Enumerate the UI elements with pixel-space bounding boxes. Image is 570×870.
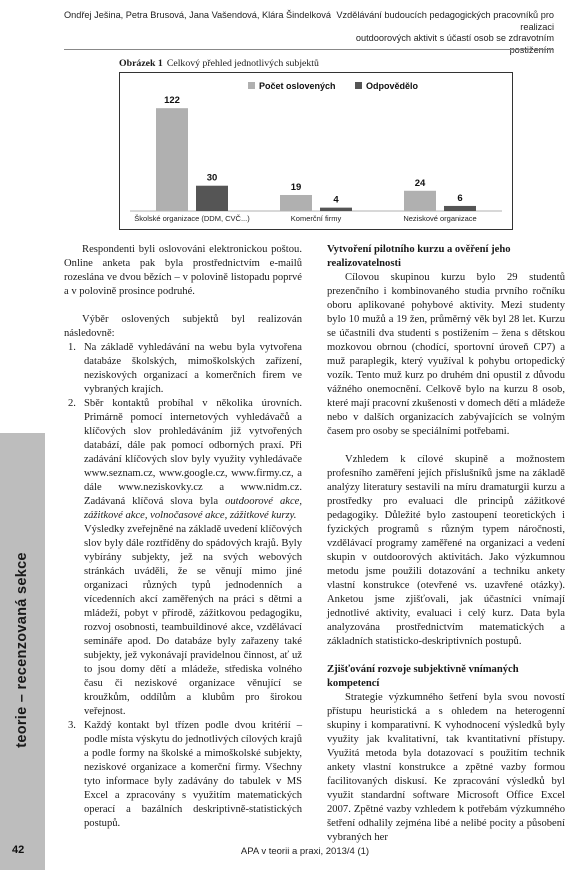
bar-value-label: 6 bbox=[457, 192, 463, 204]
bar bbox=[404, 191, 436, 211]
bar bbox=[444, 206, 476, 211]
list-item-text: Na základě vyhledávání na webu byla vytvořena databáze školských, mimoškolských zařízení, neziskových organizací a komerčních firem ve vybraných krajích. bbox=[84, 342, 302, 395]
paragraph-respondents: Respondenti byli oslovováni elektronickou poštou. Online anketa pak byla prostřednictvím e-mailů rozeslána ve dvou bězích – v polovině listopadu poprvé a v polovině prosince podruhé. bbox=[64, 244, 302, 297]
journal-footer: APA v teorii a praxi, 2013/4 (1) bbox=[240, 846, 370, 857]
list-item bbox=[64, 397, 302, 719]
paragraph-selection: Výběr oslovených subjektů byl realizován následovně: bbox=[64, 314, 302, 339]
bar-value-label: 30 bbox=[206, 172, 218, 184]
list-item-number: 2. bbox=[68, 398, 76, 409]
category-label: Komerční firmy bbox=[290, 214, 342, 223]
legend-swatch bbox=[355, 82, 362, 89]
section-heading-competences: Zjišťování rozvoje subjektivně vnímaných kompetencí bbox=[327, 664, 519, 689]
category-label: Školské organizace (DDM, CVČ...) bbox=[134, 214, 250, 223]
bar bbox=[196, 186, 228, 211]
bar bbox=[320, 208, 352, 211]
page-number: 42 bbox=[12, 844, 25, 856]
right-column bbox=[327, 243, 565, 845]
list-item-number: 3. bbox=[68, 720, 76, 731]
figure-label: Obrázek 1 bbox=[119, 58, 163, 69]
bar-value-label: 4 bbox=[333, 194, 339, 206]
bar-value-label: 122 bbox=[164, 95, 180, 107]
left-column bbox=[64, 243, 302, 831]
header-rule bbox=[64, 49, 554, 50]
bar bbox=[156, 108, 188, 211]
legend-swatch bbox=[248, 82, 255, 89]
paragraph-strategy: Strategie výzkumného šetření byla svou novostí přístupu heuristická a s ohledem na heterogenní skupiny i komparativní. K vyhodnocení výsledků byly využity jak kvalitativní, tak kvantitativní přístupy. Využitá metoda byla dotazovací s použitím technik ankety vlastní konstrukce a zpětné vazby formou facilitovaných diskusí. Ke zpracování výsledků byl využit standardní software Microsoft Office Excel 2007. Zpětné vazby vzhledem k potřebám výzkumného šetření odhalily zejména libé a nelibé pocity a působení vybraných her bbox=[327, 692, 565, 843]
section-label: teorie – recenzovaná sekce bbox=[14, 552, 30, 748]
list-item-text-continued: Výsledky zveřejněné na základě uvedení klíčových slov byly dále roztříděny do spádových krajů. Byly vybírány subjekty, jež na svých webových stránkách uváděli, že se věnují mimo jiné organizaci různých typů jednodenních a vícedenních akcí zaměřených na práci s dětmi a mládeží, pobyt v přírodě, zážitkovou pedagogiku, rozvoj osobnosti, teambuildinové akce, vzdělávací semináře apod. Do databáze byly zařazeny také subjekty, jež vykonávají pravidelnou činnost, ať už to jsou domy dětí a mládeže, střediska volného času či neziskové organizace věnující se kroužkům, oddílům a klubům pro širokou veřejnost. bbox=[84, 524, 302, 717]
legend-label: Počet oslovených bbox=[259, 81, 336, 91]
bar-chart-canvas bbox=[120, 73, 512, 229]
header-title-line1: Vzdělávání budoucích pedagogických pracovníků pro realizaci bbox=[336, 10, 554, 32]
legend-label: Odpovědělo bbox=[366, 81, 419, 91]
list-item bbox=[64, 719, 302, 831]
figure-caption-text: Celkový přehled jednotlivých subjektů bbox=[166, 58, 319, 69]
list-item-keywords: outdoorové akce, zážitkové akce, volnočasové akce, zážitkové kurzy. bbox=[84, 496, 302, 521]
section-heading-pilot-course: Vytvoření pilotního kurzu a ověření jeho realizovatelnosti bbox=[327, 244, 511, 269]
bar-value-label: 24 bbox=[414, 177, 426, 189]
list-item-text: Sběr kontaktů probíhal v několika úrovních. Primárně pomocí internetových vyhledávačů a klíčových slov prohledáváním již vytvořených databází, dále pak pomocí odborných praxí. Při zadávání klíčových slov byly využity vyhledávače www.seznam.cz, www.google.cz, www.firmy.cz, a dále www.neziskovky.cz a www.nidm.cz. Zadávaná klíčová slova byla bbox=[84, 398, 302, 507]
bar-value-label: 19 bbox=[290, 181, 302, 193]
header-title-line2: outdoorových aktivit s účastí osob se zdravotním postižením bbox=[355, 33, 554, 55]
list-item bbox=[64, 341, 302, 397]
figure-caption bbox=[119, 58, 319, 69]
list-item-number: 1. bbox=[68, 342, 76, 353]
header-authors: Ondřej Ješina, Petra Brusová, Jana Vašendová, Klára Šindelková bbox=[64, 10, 331, 20]
bar-chart bbox=[119, 72, 513, 230]
selection-steps-list bbox=[64, 341, 302, 831]
paragraph-target-group: Cílovou skupinou kurzu bylo 29 studentů prezenčního i kombinovaného studia prvního ročníku oboru aplikované pohybové aktivity. Mezi studenty bylo 10 mužů a 19 žen, průměrný věk byl 28 let. Kurzu se účastnili dva studenti s postižením – žena s dětskou mozkovou obrnou (chodící, sportovní úroveň CP7) a muž paraplegik, který využíval k pohybu ortopedický vozík. Tento muž kurz po druhém dni opustil z důvodu vážného onemocnění. Celkově bylo na kurzu 8 osob, které mají pracovní zkušenosti v domech dětí a mládeže nebo v dalších organizacích zabývajících se volným časem pro osoby se speciálními potřebami. bbox=[327, 272, 565, 437]
category-label: Neziskové organizace bbox=[403, 214, 477, 223]
bar bbox=[280, 195, 312, 211]
list-item-text: Každý kontakt byl třízen podle dvou kritérií – podle místa výskytu do jednotlivých cílových krajů a podle formy na školské a mimoškolské subjekty, neziskové organizace a komerční firmy. Všechny tyto informace byly zadávány do tabulek v MS Excel a zpracovány s využitím matematických operací a bazálních deskriptivně-statistických postupů. bbox=[84, 720, 302, 829]
paragraph-methodology: Vzhledem k cílové skupině a možnostem profesního zaměření jejích příslušníků jsme na základě analýzy literatury sestavili na míru dramaturgii kurzu a prostředky pro evaluaci dle principů zážitkové pedagogiky. Důležité bylo zastoupení teoretických i fyzických programů s různým typem náročnosti, vzdělávací programy zaměřené na organizaci a vedení skupin v outdoorových aktivitách. Jako výzkumnou metodu jsme použili dotazování a techniku ankety vlastní konstrukce (otevřené vs. uzavřené otázky). Anketou jsme zjišťovali, jak účastníci vnímají jednotlivé aktivity, evaluaci i celý kurz. Data byla analyzována prostřednictvím matematických a základních statisticko-deskriptivních postupů. bbox=[327, 454, 565, 647]
